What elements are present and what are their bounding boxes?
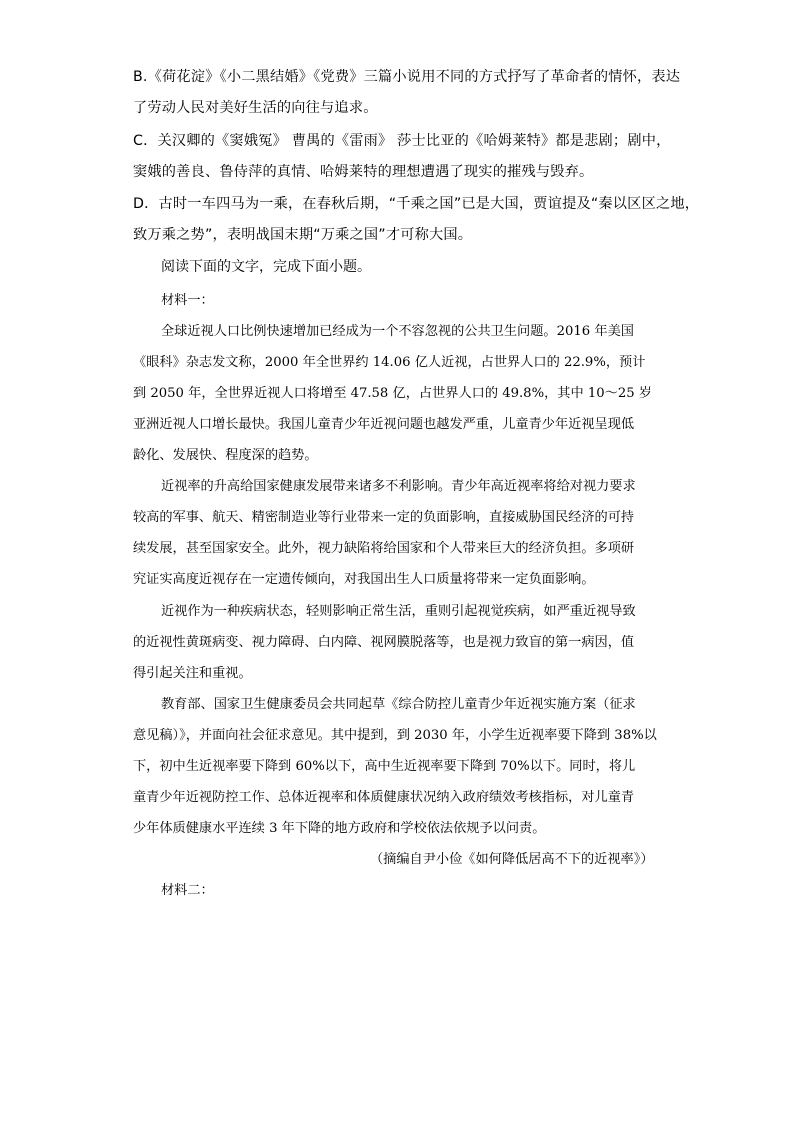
material-1-label: 材料一： bbox=[161, 293, 214, 308]
material-1-p1-line-1: 全球近视人口比例快速增加已经成为一个不容忽视的公共卫生问题。2016 年美国 bbox=[161, 324, 634, 339]
material-1-p4-line-3: 下，初中生近视率要下降到 60%以下，高中生近视率要下降到 70%以下。同时，将儿 bbox=[133, 759, 636, 774]
material-1-p4-line-1: 教育部、国家卫生健康委员会共同起草《综合防控儿童青少年近视实施方案（征求 bbox=[161, 697, 636, 712]
material-1-p2-line-2: 较高的军事、航天、精密制造业等行业带来一定的负面影响，直接威胁国民经济的可持 bbox=[133, 510, 635, 525]
material-1-p3-line-3: 得引起关注和重视。 bbox=[133, 666, 252, 681]
material-1-p2-line-1: 近视率的升高给国家健康发展带来诸多不利影响。青少年高近视率将给对视力要求 bbox=[161, 479, 636, 494]
option-c-line-1: C．关汉卿的《窦娥冤》 曹禺的《雷雨》 莎士比亚的《哈姆莱特》都是悲剧；剧中， bbox=[133, 133, 671, 149]
option-d-line-1: D．古时一车四马为一乘，在春秋后期，“千乘之国”已是大国，贾谊提及“秦以区区之地， bbox=[133, 196, 700, 212]
option-b-line-2: 了劳动人民对美好生活的向往与追求。 bbox=[133, 100, 378, 116]
material-1-p4-line-2: 意见稿）》，并面向社会征求意见。其中提到，到 2030 年，小学生近视率要下降到 38%以 bbox=[133, 728, 657, 743]
material-1-p1-line-5: 龄化、发展快、程度深的趋势。 bbox=[133, 448, 318, 463]
material-1-p4-line-4: 童青少年近视防控工作、总体近视率和体质健康状况纳入政府绩效考核指标，对儿童青 bbox=[133, 790, 635, 805]
option-b-line-1: B.《荷花淀》《小二黑结婚》《党费》三篇小说用不同的方式抒写了革命者的情怀，表达 bbox=[133, 69, 681, 85]
material-1-p3-line-1: 近视作为一种疾病状态，轻则影响正常生活，重则引起视觉疾病，如严重近视导致 bbox=[161, 604, 636, 619]
material-1-p1-line-3: 到 2050 年，全世界近视人口将增至 47.58 亿，占世界人口的 49.8%，其中 10～25 岁 bbox=[133, 386, 652, 401]
material-1-p2-line-4: 究证实高度近视存在一定遗传倾向，对我国出生人口质量将带来一定负面影响。 bbox=[133, 572, 595, 587]
material-1-p3-line-2: 的近视性黄斑病变、视力障碍、白内障、视网膜脱落等，也是视力致盲的第一病因，值 bbox=[133, 635, 635, 650]
material-1-p4-line-5: 少年体质健康水平连续 3 年下降的地方政府和学校依法依规予以问责。 bbox=[133, 821, 546, 836]
material-1-source: （摘编自尹小俭《如何降低居高不下的近视率》） bbox=[370, 852, 654, 867]
material-1-p1-line-2: 《眼科》杂志发文称，2000 年全世界约 14.06 亿人近视，占世界人口的 22.9%，预计 bbox=[133, 355, 646, 370]
material-1-p1-line-4: 亚洲近视人口增长最快。我国儿童青少年近视问题也越发严重，儿童青少年近视呈现低 bbox=[133, 417, 635, 432]
option-d-line-2: 致万乘之势”，表明战国末期“万乘之国”才可称大国。 bbox=[133, 227, 473, 243]
material-2-label: 材料二： bbox=[161, 883, 214, 898]
material-1-p2-line-3: 续发展，甚至国家安全。此外，视力缺陷将给国家和个人带来巨大的经济负担。多项研 bbox=[133, 541, 635, 556]
option-c-line-2: 窦娥的善良、鲁侍萍的真情、哈姆莱特的理想遭遇了现实的摧残与毁弃。 bbox=[133, 164, 594, 180]
reading-instruction: 阅读下面的文字，完成下面小题。 bbox=[161, 259, 371, 275]
